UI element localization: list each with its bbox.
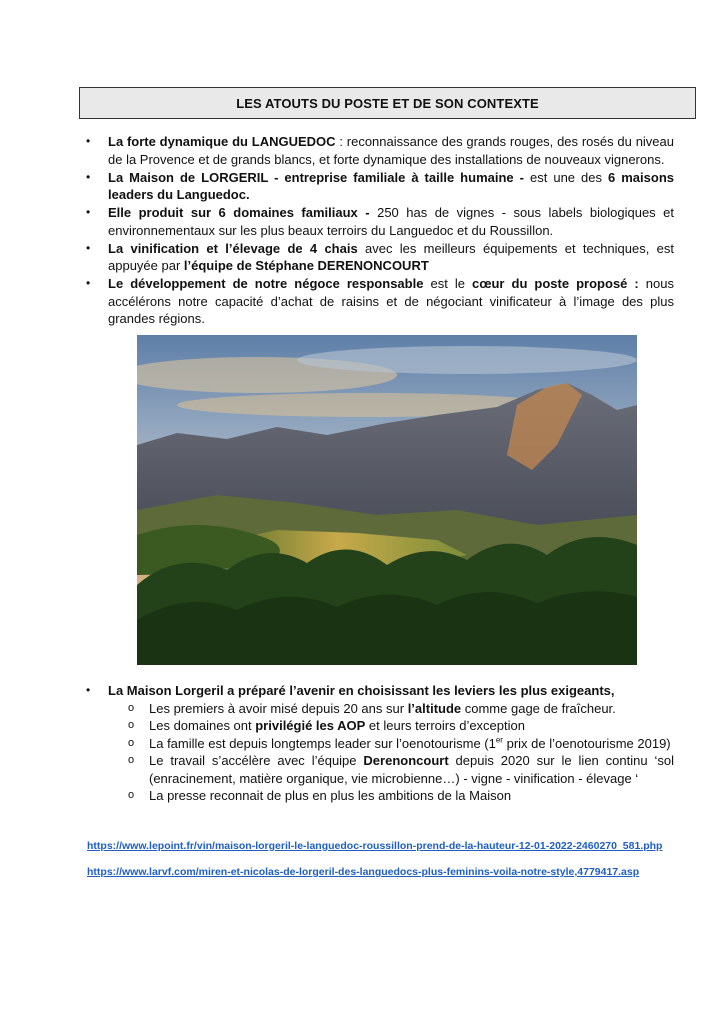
bullet-icon: • [86, 276, 91, 290]
section-title: LES ATOUTS DU POSTE ET DE SON CONTEXTE [236, 95, 539, 111]
advantages-list [84, 133, 674, 328]
sublist-item: o Le travail s’accélère avec l’équipe Derenoncourt depuis 2020 sur le lien continu ‘sol (enracinement, matière organique, vie microbienne…) - vigne - vinification - élevage ‘ [128, 753, 674, 786]
section-title-box [79, 87, 696, 119]
list-item [84, 682, 674, 805]
mountain-vineyard-landscape-icon [137, 335, 637, 665]
list-item: • La Maison de LORGERIL - entreprise familiale à taille humaine - est une des 6 maisons leaders du Languedoc. [86, 169, 674, 202]
list-item: • Elle produit sur 6 domaines familiaux - 250 has de vignes - sous labels biologiques et environnementaux sur les plus beaux terroirs du Languedoc et du Roussillon. [86, 205, 674, 238]
bullet-icon: • [86, 169, 91, 184]
sublist-item: o Les premiers à avoir misé depuis 20 ans sur l’altitude comme gage de fraîcheur. [128, 700, 616, 716]
circle-bullet-icon: o [128, 754, 135, 766]
strategy-heading: La Maison Lorgeril a préparé l’avenir en choisissant les leviers les plus exigeants, [108, 683, 615, 698]
bullet-icon: • [86, 134, 91, 148]
list-item: • La vinification et l’élevage de 4 chais avec les meilleurs équipements et techniques, est appuyée par l’équipe de Stéphane DERENONCOURT [86, 240, 674, 273]
list-item: • La forte dynamique du LANGUEDOC : reconnaissance des grands rouges, des rosés du niveau de la Provence et de grands blancs, et forte dynamique des installations de nouveaux vignerons. [86, 134, 674, 167]
bullet-icon: • [86, 240, 91, 255]
press-link-lepoint[interactable]: https://www.lepoint.fr/vin/maison-lorgeril-le-languedoc-roussillon-prend-de-la-hauteur-12-01-2022-2460270_581.php [87, 840, 663, 852]
circle-bullet-icon: o [128, 736, 135, 749]
strategy-sublist [108, 700, 674, 805]
bullet-icon: • [86, 683, 91, 697]
landscape-photo [137, 335, 637, 665]
list-item: • Le développement de notre négoce responsable est le cœur du poste proposé : nous accélérons notre capacité d’achat de raisins et de négociant vinificateur à l’image des plus grandes régions. [86, 276, 674, 326]
sublist-item: o La famille est depuis longtemps leader sur l’oenotourisme (1er prix de l’oenotourisme 2019) [128, 735, 671, 751]
bullet-icon: • [86, 205, 91, 219]
circle-bullet-icon: o [128, 701, 135, 714]
circle-bullet-icon: o [128, 719, 135, 731]
strategy-list [84, 682, 674, 805]
press-link-larvf[interactable]: https://www.larvf.com/miren-et-nicolas-de-lorgeril-des-languedocs-plus-feminins-voila-notre-style,4779417.asp [87, 866, 640, 878]
circle-bullet-icon: o [128, 789, 135, 801]
sublist-item: o Les domaines ont privilégié les AOP et leurs terroirs d’exception [128, 718, 525, 733]
sublist-item: o La presse reconnait de plus en plus les ambitions de la Maison [128, 788, 512, 803]
